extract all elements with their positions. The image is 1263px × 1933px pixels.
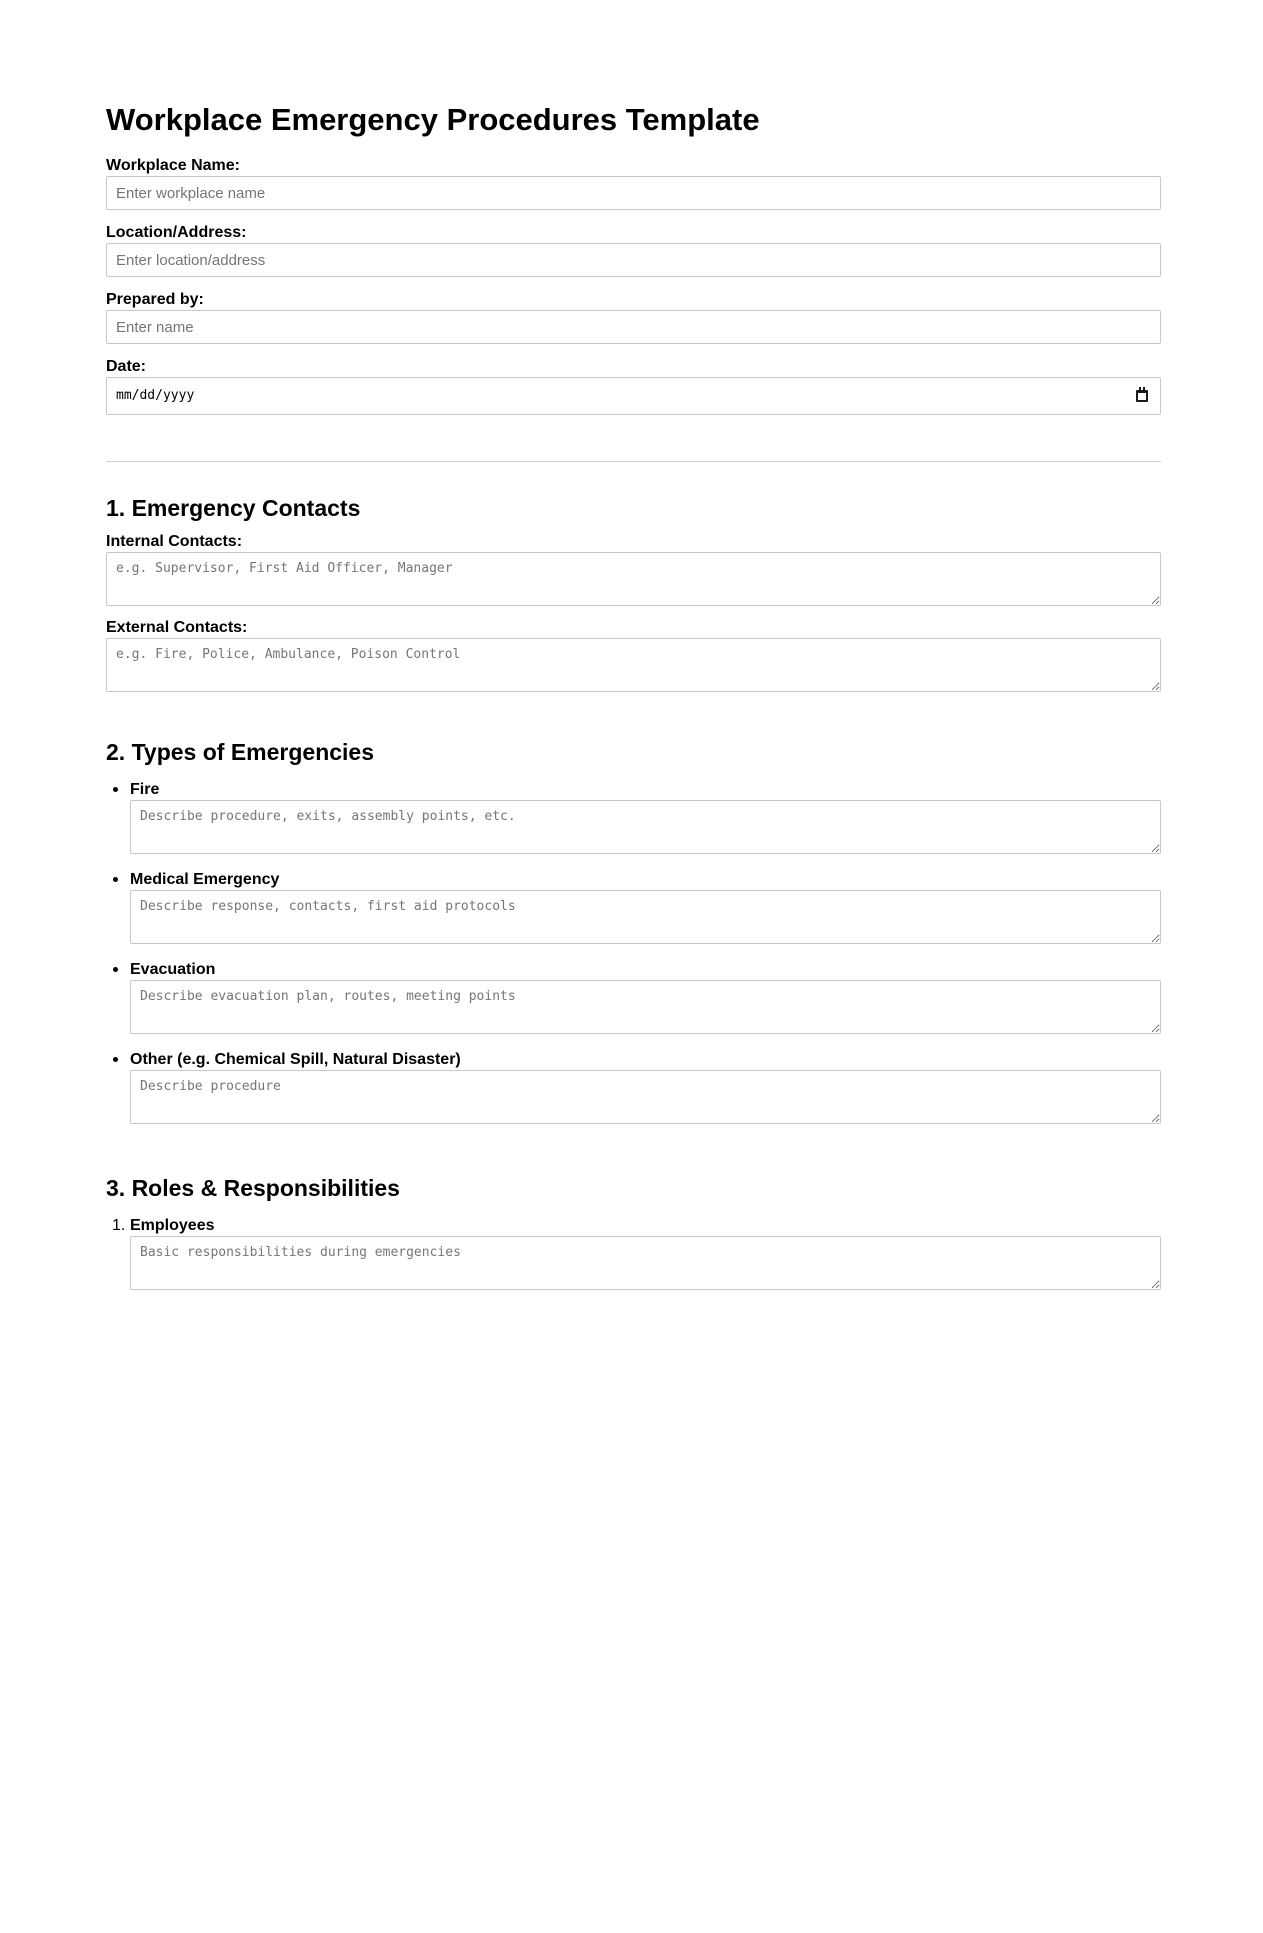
list-bullet bbox=[113, 1057, 118, 1062]
prepared-by-label: Prepared by: bbox=[106, 291, 204, 308]
emergency-fire-label: Fire bbox=[130, 781, 160, 798]
calendar-icon[interactable] bbox=[1136, 390, 1148, 402]
location-input[interactable] bbox=[106, 243, 1161, 277]
external-contacts-label: External Contacts: bbox=[106, 619, 248, 636]
internal-contacts-textarea[interactable] bbox=[106, 552, 1161, 606]
list-bullet bbox=[113, 877, 118, 882]
emergency-fire-textarea[interactable] bbox=[130, 800, 1161, 854]
page-title: Workplace Emergency Procedures Template bbox=[106, 102, 760, 137]
list-number: 1. bbox=[112, 1217, 126, 1234]
list-bullet bbox=[113, 787, 118, 792]
section-divider bbox=[106, 461, 1161, 462]
emergency-medical-textarea[interactable] bbox=[130, 890, 1161, 944]
location-label: Location/Address: bbox=[106, 224, 247, 241]
emergency-other-textarea[interactable] bbox=[130, 1070, 1161, 1124]
list-bullet bbox=[113, 967, 118, 972]
emergency-medical-label: Medical Emergency bbox=[130, 871, 280, 888]
date-label: Date: bbox=[106, 358, 147, 375]
date-placeholder: mm/dd/yyyy bbox=[116, 388, 195, 403]
roles-responsibilities-heading: 3. Roles & Responsibilities bbox=[106, 1175, 400, 1201]
workplace-name-label: Workplace Name: bbox=[106, 157, 240, 174]
role-employees-label: Employees bbox=[130, 1217, 215, 1234]
date-input[interactable] bbox=[106, 377, 1161, 415]
external-contacts-textarea[interactable] bbox=[106, 638, 1161, 692]
emergency-contacts-heading: 1. Emergency Contacts bbox=[106, 495, 361, 521]
emergency-evacuation-textarea[interactable] bbox=[130, 980, 1161, 1034]
workplace-name-input[interactable] bbox=[106, 176, 1161, 210]
types-of-emergencies-heading: 2. Types of Emergencies bbox=[106, 739, 375, 765]
emergency-other-label: Other (e.g. Chemical Spill, Natural Disaster) bbox=[130, 1051, 461, 1068]
role-employees-textarea[interactable] bbox=[130, 1236, 1161, 1290]
emergency-evacuation-label: Evacuation bbox=[130, 961, 216, 978]
prepared-by-input[interactable] bbox=[106, 310, 1161, 344]
internal-contacts-label: Internal Contacts: bbox=[106, 533, 243, 550]
